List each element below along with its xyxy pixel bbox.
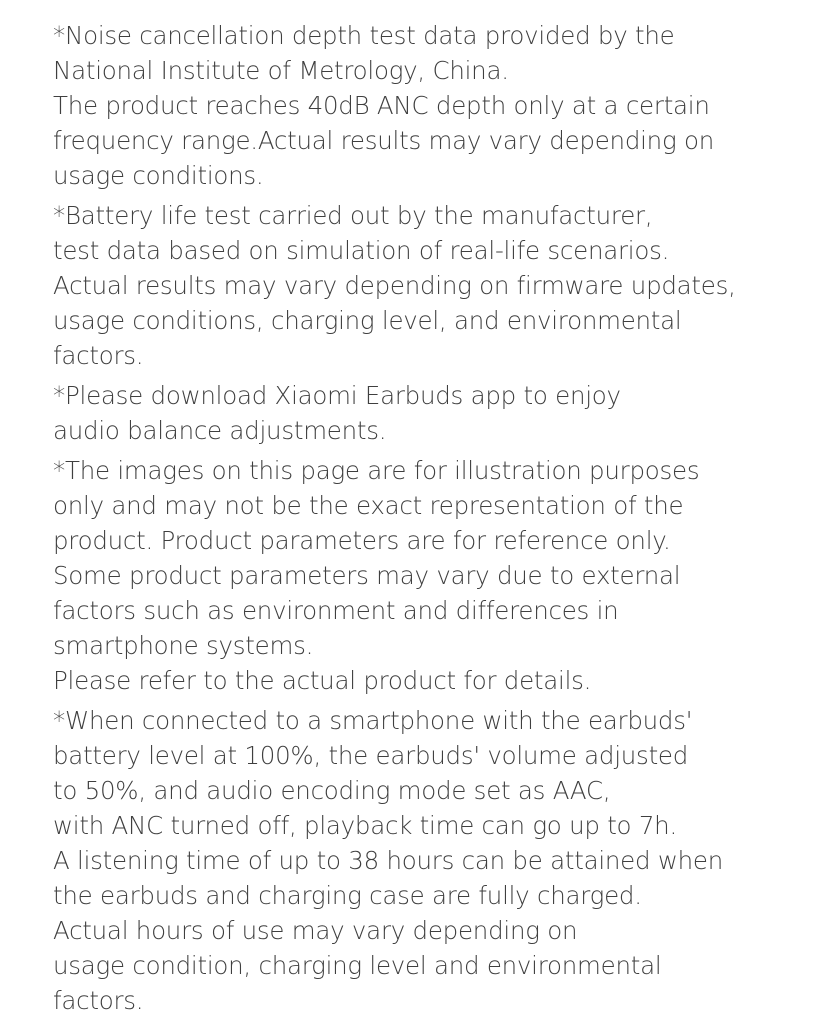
- text-line: only and may not be the exact representation of the: [53, 491, 684, 520]
- playback-time-disclaimer: [53, 703, 813, 1018]
- text-line: Actual results may vary depending on firmware updates,: [53, 271, 736, 300]
- text-line: usage condition, charging level and environmental: [53, 951, 662, 980]
- battery-life-disclaimer: [53, 198, 813, 373]
- text-line: Some product parameters may vary due to external: [53, 561, 681, 590]
- text-line: usage conditions.: [53, 161, 264, 190]
- text-line: product. Product parameters are for reference only.: [53, 526, 671, 555]
- text-line: factors.: [53, 341, 144, 370]
- disclaimer-document: [53, 18, 813, 1023]
- anc-disclaimer: [53, 18, 813, 193]
- text-line: factors.: [53, 986, 144, 1015]
- text-line: Actual hours of use may vary depending on: [53, 916, 578, 945]
- text-line: A listening time of up to 38 hours can be attained when: [53, 846, 724, 875]
- text-line: factors such as environment and differences in: [53, 596, 619, 625]
- text-line: frequency range.Actual results may vary depending on: [53, 126, 714, 155]
- text-line: test data based on simulation of real-life scenarios.: [53, 236, 670, 265]
- text-line: battery level at 100%, the earbuds' volume adjusted: [53, 741, 689, 770]
- text-line: with ANC turned off, playback time can go up to 7h.: [53, 811, 677, 840]
- text-line: Please refer to the actual product for details.: [53, 666, 592, 695]
- text-line: *Please download Xiaomi Earbuds app to enjoy: [53, 381, 621, 410]
- text-line: usage conditions, charging level, and environmental: [53, 306, 682, 335]
- text-line: National Institute of Metrology, China.: [53, 56, 509, 85]
- images-disclaimer: [53, 453, 813, 698]
- text-line: *When connected to a smartphone with the earbuds': [53, 706, 693, 735]
- text-line: The product reaches 40dB ANC depth only at a certain: [53, 91, 710, 120]
- app-disclaimer: [53, 378, 813, 448]
- text-line: audio balance adjustments.: [53, 416, 387, 445]
- text-line: *Battery life test carried out by the manufacturer,: [53, 201, 653, 230]
- text-line: *The images on this page are for illustration purposes: [53, 456, 700, 485]
- text-line: *Noise cancellation depth test data provided by the: [53, 21, 675, 50]
- text-line: smartphone systems.: [53, 631, 314, 660]
- text-line: the earbuds and charging case are fully charged.: [53, 881, 642, 910]
- text-line: to 50%, and audio encoding mode set as AAC,: [53, 776, 611, 805]
